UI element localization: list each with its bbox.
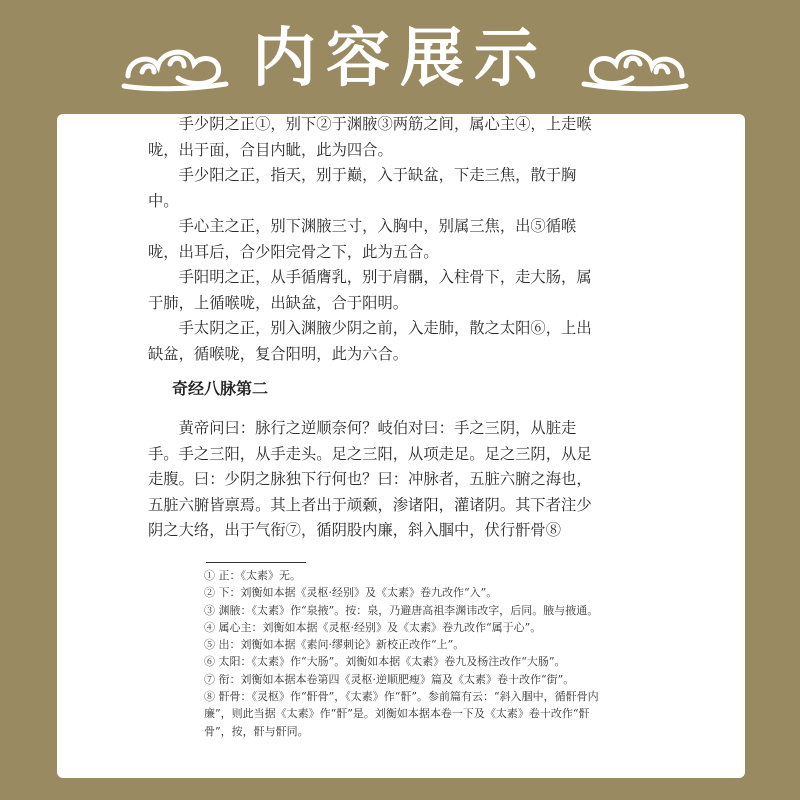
paragraph: 手少阳之正，指天，别于巅，入于缺盆，下走三焦，散于胸中。	[148, 166, 577, 210]
footnote: ⑥ 太阳：《太素》作“大肠”。刘衡如本据《太素》卷九及杨注改作“大肠”。	[204, 655, 566, 669]
paragraph: 手少阴之正①，别下②于渊腋③两筋之间，属心主④，上走喉咙，出于面，合目内眦，此为四合。	[148, 115, 592, 159]
footnote: ③ 渊腋：《太素》作“泉掖”。按：泉，乃避唐高祖李渊讳改字，后同。腋与掖通。	[204, 603, 599, 617]
paragraph: 黄帝问曰：脉行之逆顺奈何？岐伯对曰：手之三阴，从脏走手。手之三阳，从手走头。足之三阳，从项走足。足之三阴，从足走腹。曰：少阴之脉独下行何也？曰：冲脉者，五脏六腑之海也，五脏六腑皆禀焉。其上者出于颃颡，渗诸阳，灌诸阴。其下者注少阴之大络，出于气衔⑦，循阴股内廉，斜入腘中，伏行骭骨⑧	[148, 419, 592, 539]
footnote: ⑤ 出：刘衡如本据《素问·缪刺论》新校正改作“上”。	[204, 638, 465, 652]
cloud-ornament-right-icon	[572, 24, 692, 94]
footnote-divider	[206, 562, 306, 563]
paragraph: 手阳明之正，从手循膺乳，别于肩髃，入柱骨下，走大肠，属于肺，上循喉咙，出缺盆，合于阳明。	[148, 268, 592, 312]
body-text-section-2	[148, 416, 598, 544]
paragraph: 手心主之正，别下渊腋三寸，入胸中，别属三焦，出⑤循喉咙，出耳后，合少阳完骨之下，此为五合。	[148, 217, 577, 261]
body-text-section-1	[148, 112, 598, 367]
section-heading: 奇经八脉第二	[172, 379, 269, 398]
footnotes	[204, 567, 602, 740]
page-title: 内容展示	[252, 22, 548, 96]
footnote: ④ 属心主：刘衡如本据《灵枢·经别》及《太素》卷九改作“属于心”。	[204, 620, 542, 634]
footnote: ⑧ 骭骨：《灵枢》作“骭骨”，《太素》作“骭”。参前篇有云：“斜入腘中，循骭骨内廉”，则此当据《太素》作“骭”是。刘衡如本据本卷一下及《太素》卷十改作“骭骨”，按，骭与骭同。	[204, 690, 599, 738]
footnote: ① 正：《太素》无。	[204, 569, 301, 582]
footnote: ② 下：刘衡如本据《灵枢·经别》及《太素》卷九改作“入”。	[204, 586, 498, 600]
footnote: ⑦ 衔：刘衡如本据本卷第四《灵枢·逆顺肥瘦》篇及《太素》卷十改作“街”。	[204, 672, 575, 686]
paragraph: 手太阴之正，别入渊腋少阴之前，入走肺，散之太阳⑥，上出缺盆，循喉咙，复合阳明，此为六合。	[148, 319, 592, 363]
header-banner	[0, 0, 800, 112]
